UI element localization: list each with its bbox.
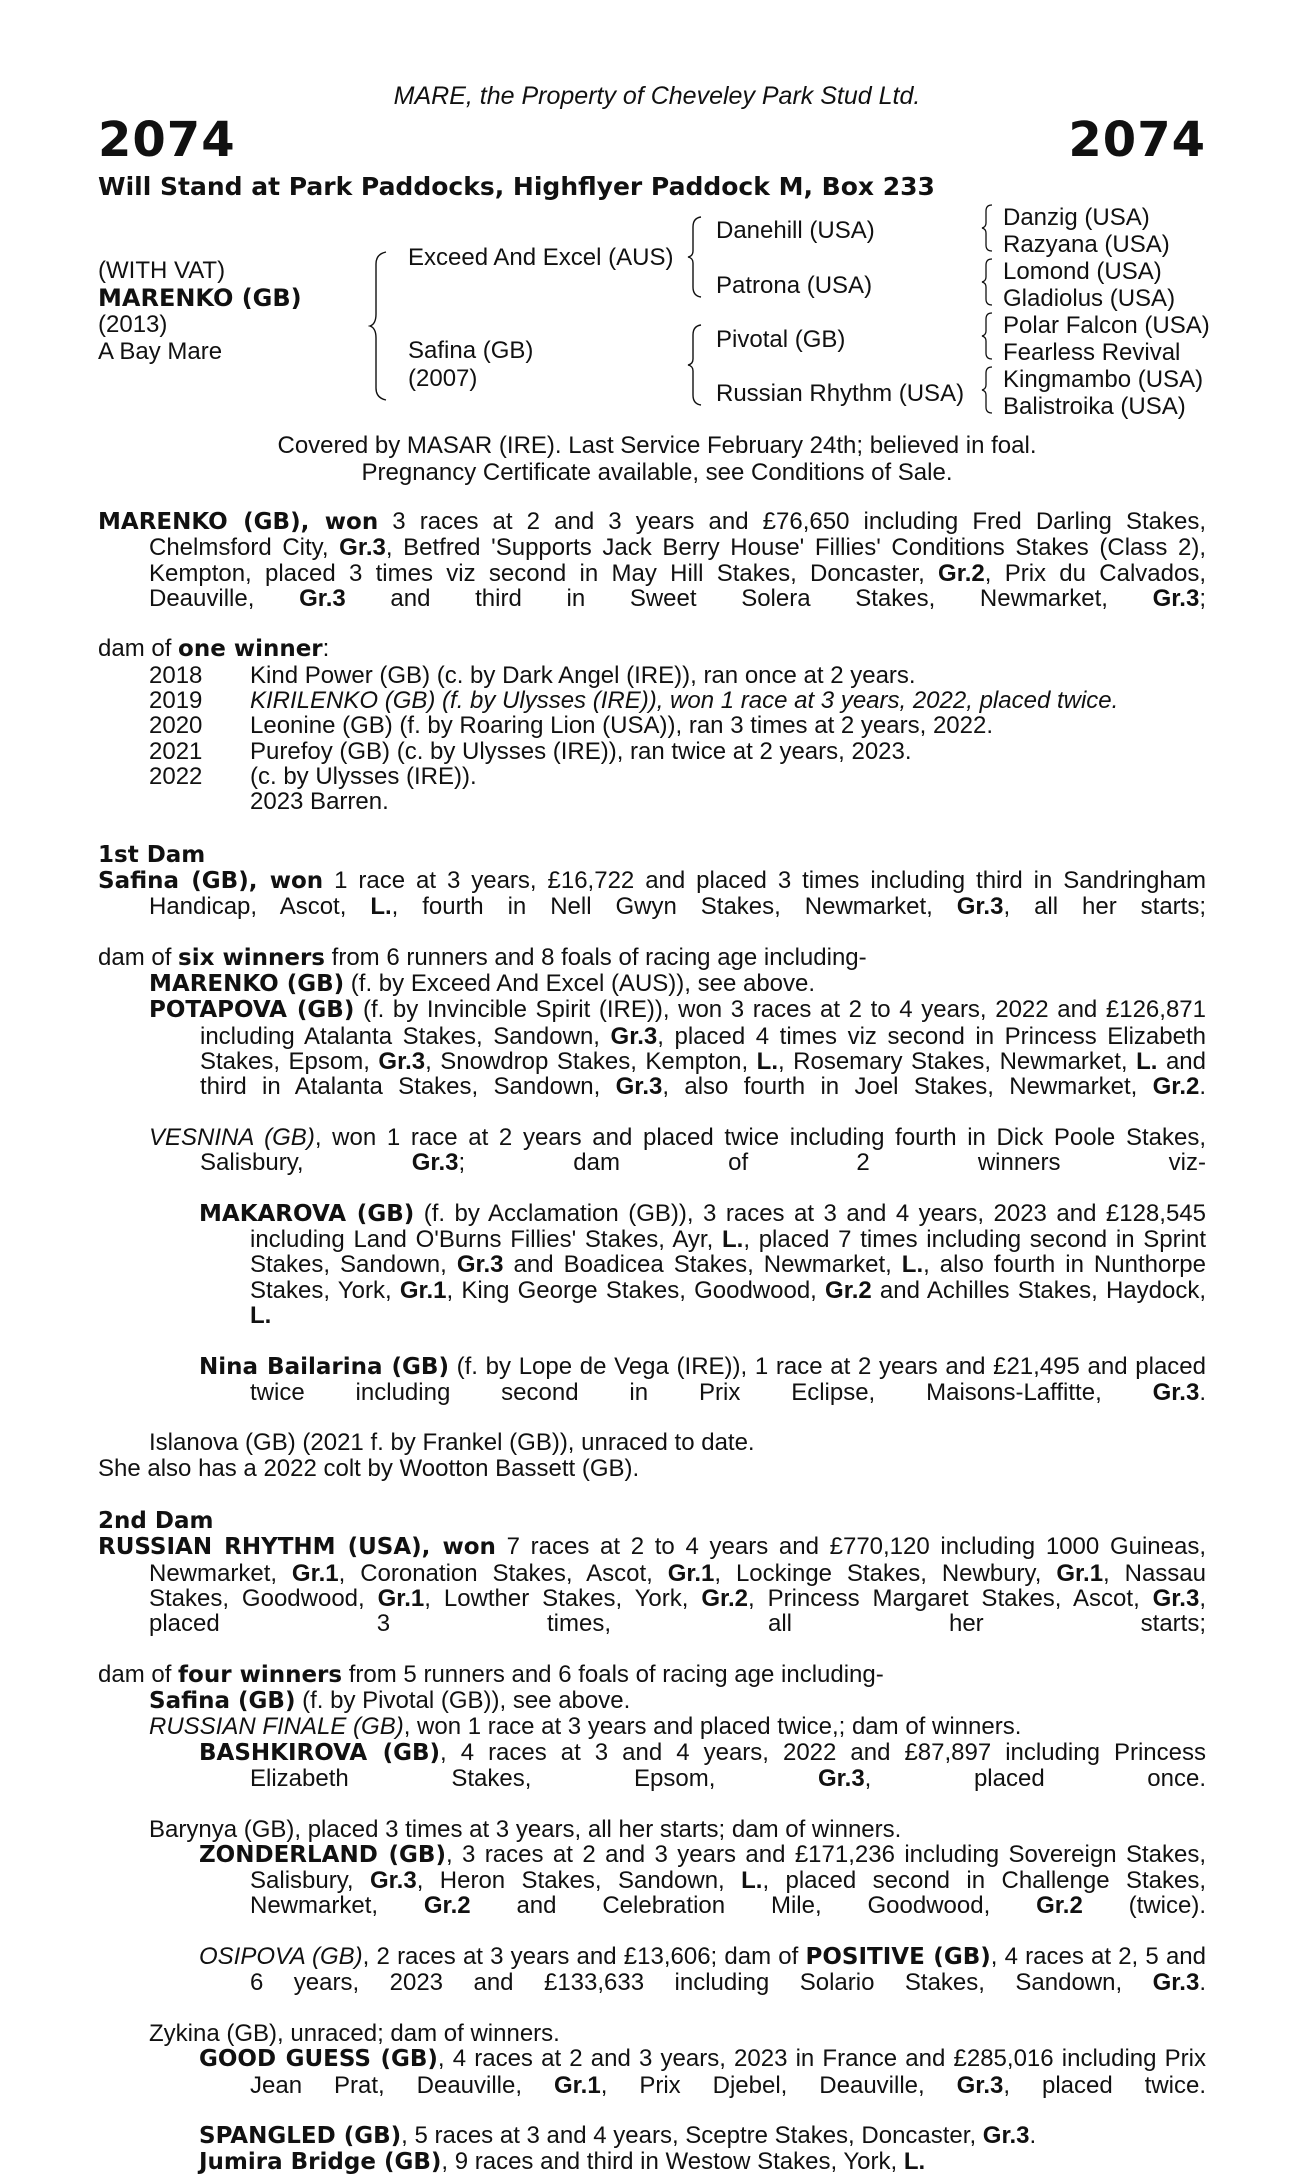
pedigree-sss: Danzig (USA) xyxy=(1003,204,1150,231)
pedigree-dam-sire: Pivotal (GB) xyxy=(716,326,846,353)
progeny-row: 2021 Purefoy (GB) (c. by Ulysses (IRE)), ran twice at 2 years, 2023. xyxy=(149,737,912,765)
pedigree-brace-ss xyxy=(980,203,994,253)
produce-spangled: SPANGLED (GB), 5 races at 3 and 4 years, Sceptre Stakes, Doncaster, Gr.3. xyxy=(199,2122,1037,2150)
first-dam-also: She also has a 2022 colt by Wootton Bassett (GB). xyxy=(98,1454,640,1482)
pedigree-description: A Bay Mare xyxy=(98,338,223,365)
pedigree-brace-dam xyxy=(686,323,704,407)
produce-islanova: Islanova (GB) (2021 f. by Frankel (GB)), unraced to date. xyxy=(149,1429,755,1457)
produce-osipova: OSIPOVA (GB), 2 races at 3 years and £13,606; dam of POSITIVE (GB), 4 races at 2, 5 and 6 years, 2023 and £133,633 including Solario Stakes, Sandown, Gr.3. xyxy=(199,1943,1206,1997)
pedigree-table xyxy=(0,0,1314,430)
stand-location: Will Stand at Park Paddocks, Highflyer Paddock M, Box 233 xyxy=(98,172,935,201)
pedigree-brace-ds xyxy=(980,311,994,361)
produce-marenko: MARENKO (GB) (f. by Exceed And Excel (AUS)), see above. xyxy=(149,970,816,998)
progeny-row: 2023 Barren. xyxy=(250,788,389,816)
produce-zonderland: ZONDERLAND (GB), 3 races at 2 and 3 years and £171,236 including Sovereign Stakes, Salisbury, Gr.3, Heron Stakes, Sandown, L., placed second in Challenge Stakes, Newmarket, Gr.2 and Celebration Mile, Goodwood, Gr.2 (twice). xyxy=(199,1840,1207,1920)
first-dam-dam-of: dam of six winners from 6 runners and 8 foals of racing age including- xyxy=(98,943,867,971)
pedigree-sire: Exceed And Excel (AUS) xyxy=(408,244,674,271)
produce-safina: Safina (GB) (f. by Pivotal (GB)), see above. xyxy=(149,1687,631,1715)
pedigree-dam-dam: Russian Rhythm (USA) xyxy=(716,380,965,407)
produce-bashkirova: BASHKIROVA (GB), 4 races at 3 and 4 years, 2022 and £87,897 including Princess Elizabeth Stakes, Epsom, Gr.3, placed once. xyxy=(199,1738,1207,1792)
owner-line: MARE, the Property of Cheveley Park Stud Ltd. xyxy=(393,82,921,110)
produce-zykina: Zykina (GB), unraced; dam of winners. xyxy=(149,2019,560,2047)
progeny-row: 2018 Kind Power (GB) (c. by Dark Angel (IRE)), ran once at 2 years. xyxy=(149,661,916,689)
pedigree-sds: Lomond (USA) xyxy=(1003,258,1162,285)
pedigree-dam: Safina (GB) xyxy=(408,337,534,364)
pedigree-ssd: Razyana (USA) xyxy=(1003,231,1170,258)
mare-record: MARENKO (GB), won 3 races at 2 and 3 years and £76,650 including Fred Darling Stakes, Chelmsford City, Gr.3, Betfred 'Supports Jack Berry House' Fillies' Conditions Stakes (Class 2), Kempton, placed 3 times viz second in May Hill Stakes, Doncaster, Gr.2, Prix du Calvados, Deauville, Gr.3 and third in Sweet Solera Stakes, Newmarket, Gr.3; xyxy=(98,508,1207,612)
first-dam-record: Safina (GB), won 1 race at 3 years, £16,722 and placed 3 times including third in Sandringham Handicap, Ascot, L., fourth in Nell Gwyn Stakes, Newmarket, Gr.3, all her starts; xyxy=(98,866,1207,921)
pedigree-brace-sd xyxy=(980,257,994,307)
pedigree-year: (2013) xyxy=(98,311,168,338)
produce-good-guess: GOOD GUESS (GB), 4 races at 2 and 3 years, 2023 in France and £285,016 including Prix Jean Prat, Deauville, Gr.1, Prix Djebel, Deauville, Gr.3, placed twice. xyxy=(199,2045,1207,2099)
second-dam-dam-of: dam of four winners from 5 runners and 6 foals of racing age including- xyxy=(98,1660,884,1688)
lot-number-right: 2074 xyxy=(1068,112,1206,168)
produce-jumira-bridge: Jumira Bridge (GB), 9 races and third in Westow Stakes, York, L. xyxy=(199,2148,926,2176)
pedigree-brace-sire xyxy=(686,215,704,299)
pedigree-sdd: Gladiolus (USA) xyxy=(1003,285,1176,312)
progeny-row: 2019 KIRILENKO (GB) (f. by Ulysses (IRE)), won 1 race at 3 years, 2022, placed twice. xyxy=(149,687,1119,715)
produce-nina-bailarina: Nina Bailarina (GB) (f. by Lope de Vega (IRE)), 1 race at 2 years and £21,495 and placed twice including second in Prix Eclipse, Maisons-Laffitte, Gr.3. xyxy=(199,1352,1206,1406)
pedigree-dsd: Fearless Revival xyxy=(1003,339,1181,366)
progeny-row: 2022 (c. by Ulysses (IRE)). xyxy=(149,762,477,790)
produce-potapova: POTAPOVA (GB) (f. by Invincible Spirit (IRE)), won 3 races at 2 to 4 years, 2022 and £126,871 including Atalanta Stakes, Sandown, Gr.3, placed 4 times viz second in Princess Elizabeth Stakes, Epsom, Gr.3, Snowdrop Stakes, Kempton, L., Rosemary Stakes, Newmarket, L. and third in Atalanta Stakes, Sandown, Gr.3, also fourth in Joel Stakes, Newmarket, Gr.2. xyxy=(149,996,1207,1101)
pedigree-horse-name: MARENKO (GB) xyxy=(98,284,302,312)
covering-line-1: Covered by MASAR (IRE). Last Service February 24th; believed in foal. xyxy=(277,432,1037,459)
covering-note xyxy=(0,432,1314,486)
pedigree-vat: (WITH VAT) xyxy=(98,257,226,284)
covering-line-2: Pregnancy Certificate available, see Conditions of Sale. xyxy=(361,459,953,486)
first-dam-heading: 1st Dam xyxy=(98,841,206,868)
produce-russian-finale: RUSSIAN FINALE (GB), won 1 race at 3 years and placed twice,; dam of winners. xyxy=(149,1713,1022,1741)
progeny-row: 2020 Leonine (GB) (f. by Roaring Lion (USA)), ran 3 times at 2 years, 2022. xyxy=(149,712,994,740)
pedigree-ddd: Balistroika (USA) xyxy=(1003,393,1186,420)
second-dam-heading: 2nd Dam xyxy=(98,1507,214,1534)
lot-number-left: 2074 xyxy=(98,112,236,168)
catalogue-body xyxy=(98,509,1206,2176)
pedigree-dss: Polar Falcon (USA) xyxy=(1003,312,1210,339)
pedigree-sire-dam: Patrona (USA) xyxy=(716,272,873,299)
second-dam-record: RUSSIAN RHYTHM (USA), won 7 races at 2 to 4 years and £770,120 including 1000 Guineas, Newmarket, Gr.1, Coronation Stakes, Ascot, Gr.1, Lockinge Stakes, Newbury, Gr.1, Nassau Stakes, Goodwood, Gr.1, Lowther Stakes, York, Gr.2, Princess Margaret Stakes, Ascot, Gr.3, placed 3 times, all her starts; xyxy=(98,1533,1206,1638)
produce-makarova: MAKAROVA (GB) (f. by Acclamation (GB)), 3 races at 3 and 4 years, 2023 and £128,545 including Land O'Burns Fillies' Stakes, Ayr, L., placed 7 times including second in Sprint Stakes, Sandown, Gr.3 and Boadicea Stakes, Newmarket, L., also fourth in Nunthorpe Stakes, York, Gr.1, King George Stakes, Goodwood, Gr.2 and Achilles Stakes, Haydock, L. xyxy=(199,1199,1207,1329)
pedigree-brace-dd xyxy=(980,365,994,415)
pedigree-dam-year: (2007) xyxy=(408,365,478,392)
produce-vesnina: VESNINA (GB), won 1 race at 2 years and placed twice including fourth in Dick Poole Stakes, Salisbury, Gr.3; dam of 2 winners viz- xyxy=(149,1123,1206,1177)
pedigree-dds: Kingmambo (USA) xyxy=(1003,366,1204,393)
produce-barynya: Barynya (GB), placed 3 times at 3 years, all her starts; dam of winners. xyxy=(149,1815,902,1843)
mare-dam-of: dam of one winner: xyxy=(98,635,330,663)
pedigree-sire-sire: Danehill (USA) xyxy=(716,217,875,244)
pedigree-brace-main xyxy=(368,250,390,402)
